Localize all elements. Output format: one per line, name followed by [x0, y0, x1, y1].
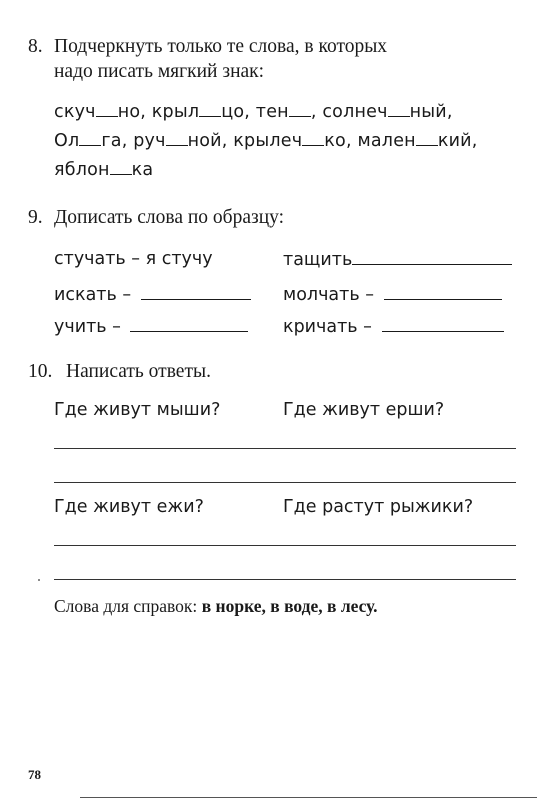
word-part: крылеч: [233, 131, 303, 151]
answer-line[interactable]: [54, 545, 516, 546]
question: Где живут ерши?: [283, 400, 445, 420]
word-line: [54, 156, 478, 185]
word-line: [54, 127, 478, 156]
task-10-title: Написать ответы.: [66, 361, 211, 382]
example-text: стучать – я стучу: [54, 249, 213, 269]
answer-blank[interactable]: [382, 316, 504, 332]
word-part: ка: [131, 160, 154, 180]
task-10-heading: [28, 359, 211, 384]
task-9-item[interactable]: [54, 316, 248, 337]
answer-blank[interactable]: [352, 249, 512, 265]
word-part: Ол: [54, 131, 80, 151]
task-number: 9.: [28, 207, 43, 228]
task-9-title: Дописать слова по образцу:: [54, 207, 285, 228]
task-8-words: [54, 98, 478, 185]
question: Где живут ежи?: [54, 497, 204, 517]
task-9-example: [54, 249, 213, 269]
word-part: ,: [310, 102, 323, 122]
letter-blank[interactable]: [110, 159, 132, 175]
word-part: руч: [133, 131, 166, 151]
question: Где растут рыжики?: [283, 497, 474, 517]
word-part: ко,: [324, 131, 358, 151]
letter-blank[interactable]: [199, 101, 221, 117]
word-part: но,: [117, 102, 152, 122]
letter-blank[interactable]: [79, 130, 101, 146]
word-part: яблон: [54, 160, 110, 180]
print-speck: [38, 579, 40, 581]
item-text: молчать –: [283, 285, 374, 305]
letter-blank[interactable]: [166, 130, 188, 146]
page-number: 78: [28, 767, 41, 782]
answer-blank[interactable]: [130, 316, 248, 332]
word-part: крыл: [151, 102, 200, 122]
item-text: искать –: [54, 285, 132, 305]
task-9-heading: [28, 205, 284, 230]
letter-blank[interactable]: [416, 130, 438, 146]
reference-label: Слова для справок:: [54, 596, 198, 616]
task-9-item[interactable]: [283, 316, 504, 337]
word-part: скуч: [54, 102, 96, 122]
footer-rule: [80, 797, 537, 798]
question: Где живут мыши?: [54, 400, 221, 420]
word-part: ный,: [409, 102, 453, 122]
reference-answers: в норке, в воде, в лесу.: [201, 596, 378, 616]
letter-blank[interactable]: [96, 101, 118, 117]
answer-line[interactable]: [54, 482, 516, 483]
item-text: учить –: [54, 317, 121, 337]
item-text: кричать –: [283, 317, 372, 337]
word-part: солнеч: [322, 102, 388, 122]
word-line: [54, 98, 478, 127]
item-text: тащить: [283, 250, 353, 270]
letter-blank[interactable]: [388, 101, 410, 117]
answer-line[interactable]: [54, 448, 516, 449]
letter-blank[interactable]: [289, 101, 311, 117]
task-9-item[interactable]: [283, 249, 512, 270]
task-8-heading: [28, 34, 387, 84]
letter-blank[interactable]: [302, 130, 324, 146]
task-9-item[interactable]: [54, 284, 251, 305]
word-part: мален: [357, 131, 416, 151]
answer-blank[interactable]: [141, 284, 251, 300]
task-8-title-line1: Подчеркнуть только те слова, в которых: [54, 36, 388, 57]
answer-blank[interactable]: [384, 284, 502, 300]
task-number: 8.: [28, 36, 43, 57]
word-part: кий,: [437, 131, 478, 151]
word-part: га,: [101, 131, 134, 151]
word-part: тен: [255, 102, 289, 122]
task-number: 10.: [28, 361, 53, 382]
task-9-item[interactable]: [283, 284, 502, 305]
answer-line[interactable]: [54, 579, 516, 580]
word-part: ной,: [187, 131, 234, 151]
task-8-title-line2: надо писать мягкий знак:: [54, 61, 265, 82]
word-part: цо,: [221, 102, 256, 122]
reference-words: [54, 596, 378, 617]
